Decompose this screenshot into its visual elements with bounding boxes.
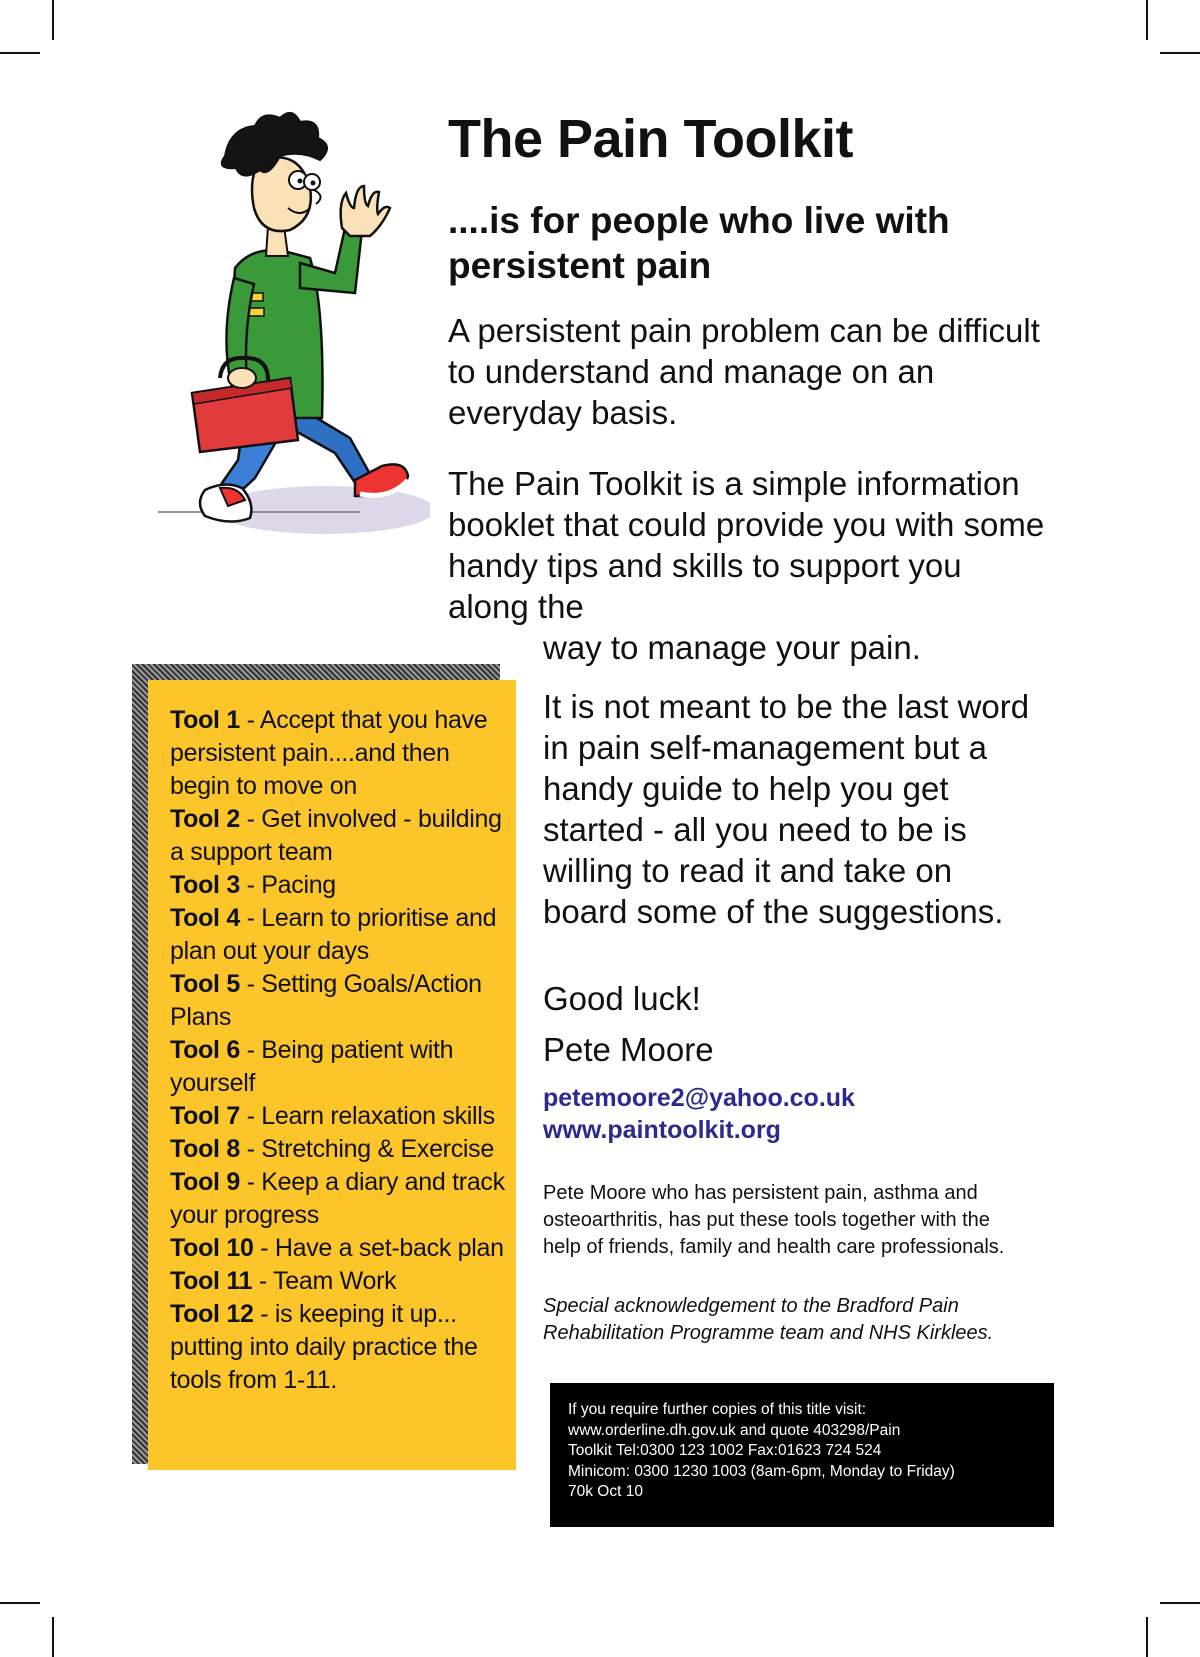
tool-name: Tool 5 (170, 970, 240, 998)
tool-name: Tool 3 (170, 871, 240, 899)
tool-name: Tool 2 (170, 805, 240, 833)
page-title: The Pain Toolkit (448, 109, 854, 169)
tool-name: Tool 8 (170, 1135, 240, 1163)
order-info-line-1: If you require further copies of this title visit: (568, 1401, 867, 1418)
crop-mark-bottom-right-vertical (1146, 1617, 1148, 1657)
tool-name: Tool 4 (170, 904, 240, 932)
order-info-box (550, 1383, 1054, 1527)
order-info-line-4: Minicom: 0300 1230 1003 (8am-6pm, Monday to Friday) (568, 1462, 955, 1480)
tool-name: Tool 12 (170, 1300, 254, 1328)
signature: Pete Moore (543, 1031, 714, 1068)
crop-mark-top-left-vertical (52, 0, 54, 40)
tool-item (170, 869, 506, 902)
cartoon-man-carrying-toolbox-icon (150, 108, 430, 568)
tool-item (170, 1298, 506, 1397)
tool-name: Tool 11 (170, 1267, 253, 1295)
tool-text: - Accept that you have persistent pain....and then begin to move on (170, 706, 488, 800)
tool-text: - Keep a diary and track your progress (170, 1168, 505, 1229)
intro-paragraph-2-tail: way to manage your pain. (543, 629, 921, 666)
crop-mark-top-left-horizontal (0, 52, 40, 54)
intro-paragraph-2-text: The Pain Toolkit is a simple information booklet that could provide you with some handy tips and skills to support you along the (448, 465, 1045, 625)
tool-item (170, 1100, 506, 1133)
tool-item (170, 1265, 506, 1298)
tool-item (170, 803, 506, 869)
tool-item (170, 704, 506, 803)
tool-item (170, 1166, 506, 1232)
crop-mark-bottom-right-horizontal (1160, 1602, 1200, 1604)
crop-mark-bottom-left-horizontal (0, 1602, 40, 1604)
order-info-line-2: www.orderline.dh.gov.uk and quote 403298/Pain (568, 1421, 901, 1439)
acknowledgement: Special acknowledgement to the Bradford Pain Rehabilitation Programme team and NHS Kirklees. (543, 1295, 994, 1344)
closing-text: Good luck! (543, 980, 701, 1017)
tool-text: - Pacing (239, 871, 336, 899)
tool-item (170, 1232, 506, 1265)
tool-text: - Setting Goals/Action Plans (170, 970, 482, 1031)
email-link[interactable]: petemoore2@yahoo.co.uk (543, 1084, 855, 1112)
tool-text: - Team Work (252, 1267, 397, 1295)
tool-text: - Have a set-back plan (253, 1234, 504, 1262)
page-subtitle: ....is for people who live with persistent pain (448, 200, 950, 286)
order-info-line-3: Toolkit Tel:0300 123 1002 Fax:01623 724 524 (568, 1442, 882, 1459)
intro-paragraph-3: It is not meant to be the last word in pain self-management but a handy guide to help you get started - all you need to be is willing to read it and take on board some of the suggestions. (543, 688, 1030, 930)
tool-text: - Get involved - building a support team (170, 805, 502, 866)
tool-text: - Being patient with yourself (170, 1036, 454, 1097)
tools-box (148, 680, 516, 1470)
tool-name: Tool 1 (170, 706, 240, 734)
intro-paragraph-1: A persistent pain problem can be difficult to understand and manage on an everyday basis. (448, 312, 1040, 431)
tool-name: Tool 7 (170, 1102, 240, 1130)
crop-mark-bottom-left-vertical (52, 1617, 54, 1657)
tool-item (170, 968, 506, 1034)
tools-list (170, 704, 506, 1397)
crop-mark-top-right-vertical (1146, 0, 1148, 40)
order-info-line-5: 70k Oct 10 (568, 1483, 643, 1500)
tool-text: - Learn relaxation skills (239, 1102, 495, 1130)
crop-mark-top-right-horizontal (1160, 52, 1200, 54)
website-link[interactable]: www.paintoolkit.org (543, 1116, 781, 1144)
intro-paragraph-2 (448, 463, 1048, 668)
tool-text: - Stretching & Exercise (239, 1135, 494, 1163)
tool-text: - Learn to prioritise and plan out your days (170, 904, 497, 965)
author-bio: Pete Moore who has persistent pain, asthma and osteoarthritis, has put these tools together with the help of friends, family and health care professionals. (543, 1182, 1005, 1258)
tool-text: - is keeping it up... putting into daily practice the tools from 1-11. (170, 1300, 478, 1394)
tool-name: Tool 6 (170, 1036, 240, 1064)
tool-name: Tool 10 (170, 1234, 254, 1262)
tool-item (170, 1034, 506, 1100)
tool-item (170, 1133, 506, 1166)
contact-block (543, 1082, 855, 1146)
tool-item (170, 902, 506, 968)
tool-name: Tool 9 (170, 1168, 240, 1196)
